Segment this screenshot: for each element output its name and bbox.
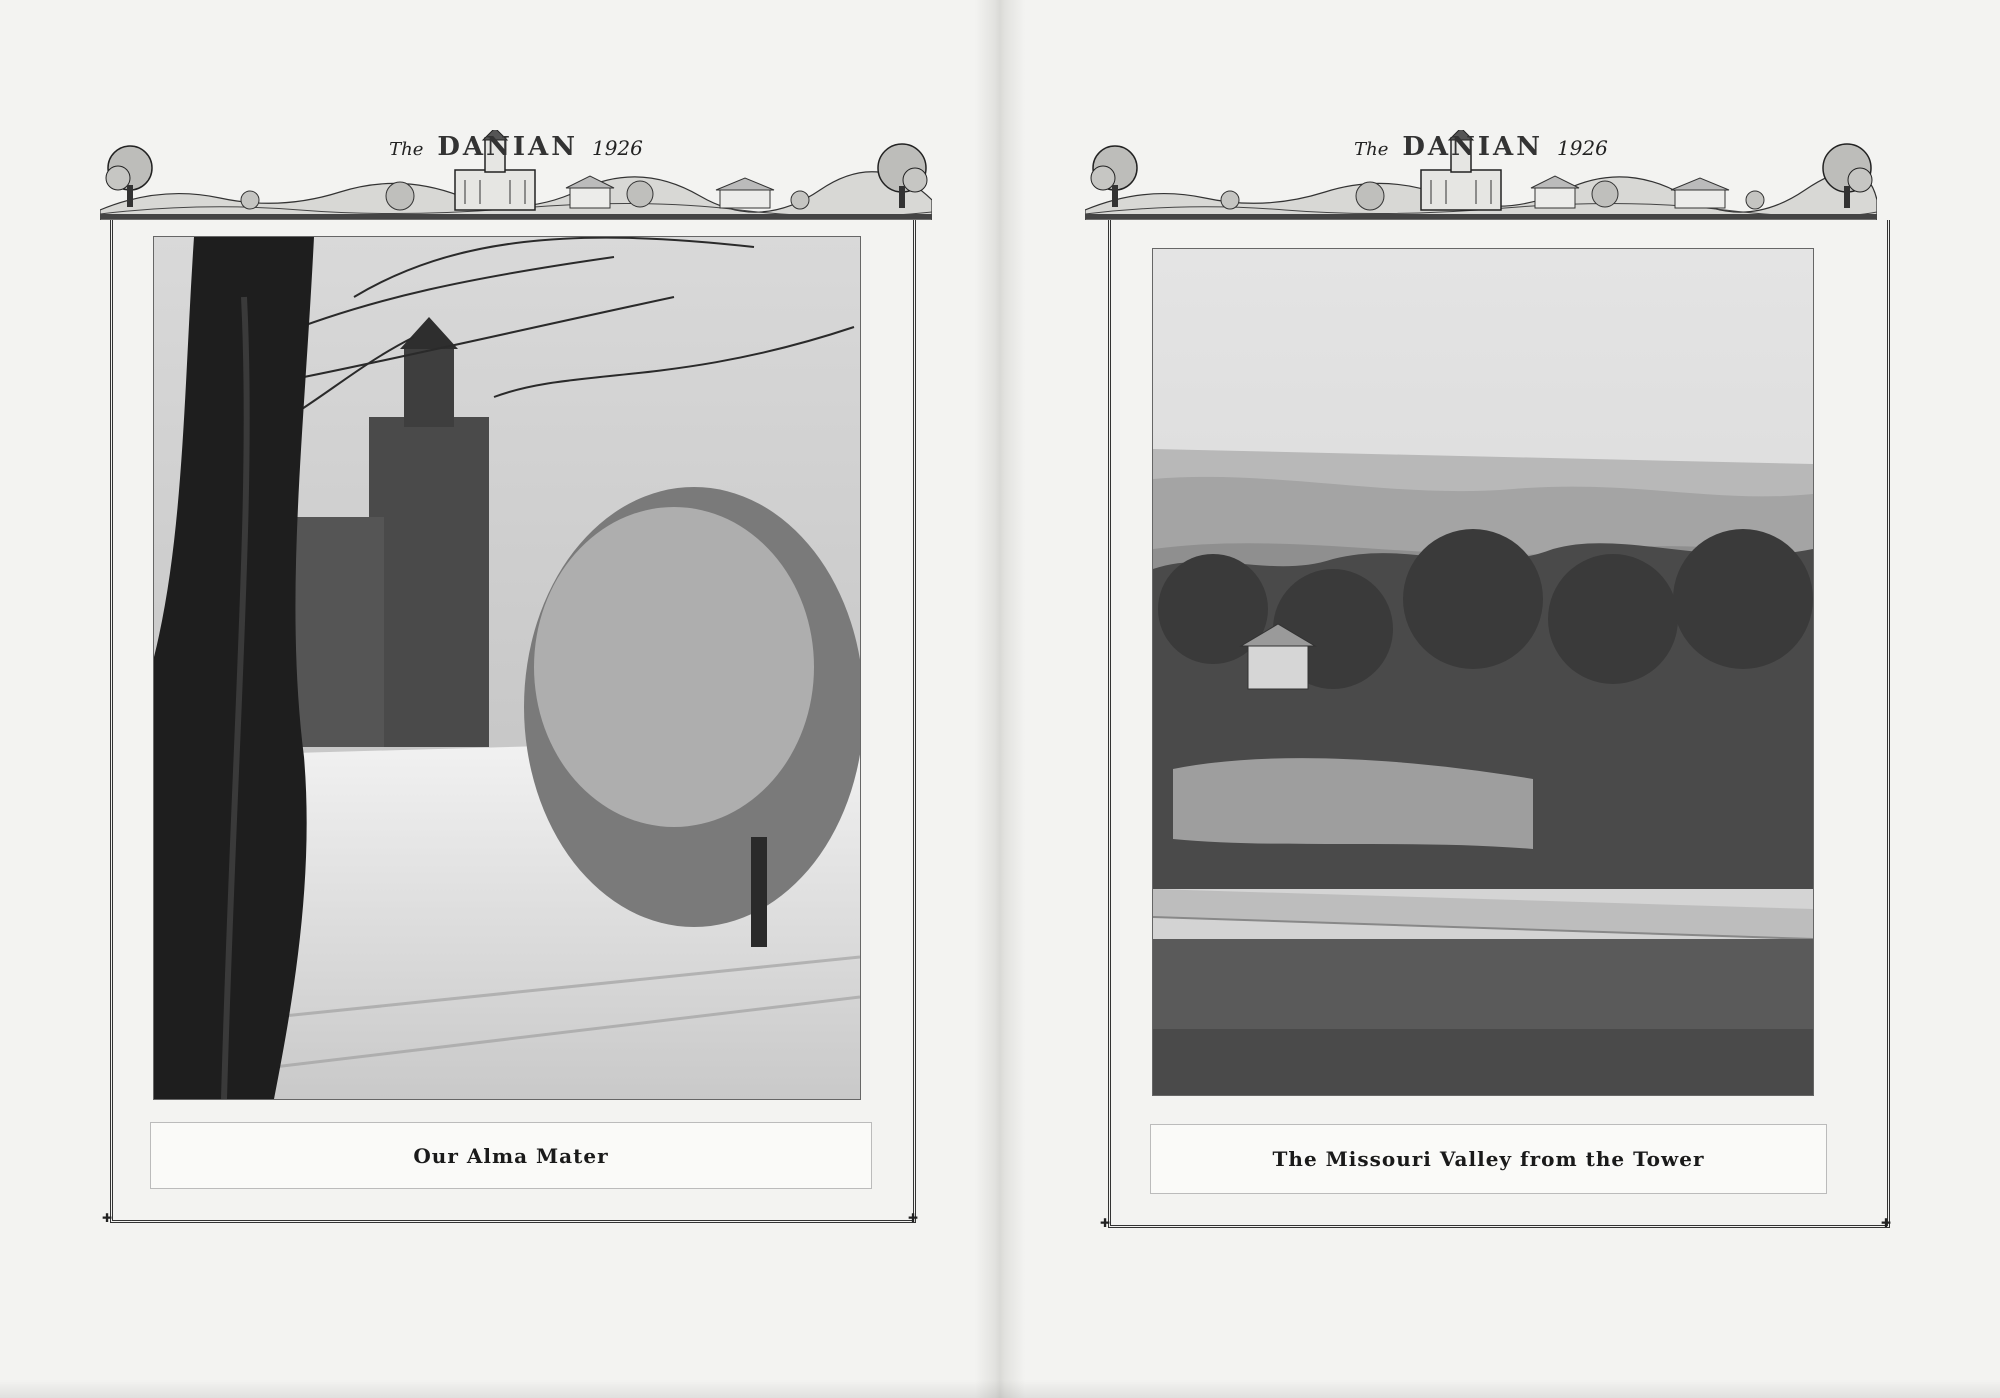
right-page-header bbox=[1085, 130, 1877, 230]
right-page bbox=[1025, 0, 2000, 1398]
corner-ornament: ✚ bbox=[102, 1211, 113, 1225]
left-page bbox=[0, 0, 975, 1398]
header-name: DANIAN bbox=[1402, 132, 1543, 162]
left-page-header bbox=[100, 130, 932, 230]
corner-ornament: ✚ bbox=[908, 1211, 919, 1225]
photo-alma-mater bbox=[153, 236, 861, 1100]
left-header-title bbox=[100, 132, 932, 162]
photo-missouri-valley bbox=[1152, 248, 1814, 1096]
caption-box-right bbox=[1150, 1124, 1827, 1194]
header-year: 1926 bbox=[591, 136, 643, 160]
photo-caption: The Missouri Valley from the Tower bbox=[1272, 1147, 1705, 1171]
corner-ornament: ✚ bbox=[1881, 1216, 1892, 1230]
scan-bottom-shadow bbox=[0, 1380, 2000, 1398]
photo-missouri-valley-image bbox=[1153, 249, 1813, 1095]
header-the: The bbox=[1354, 139, 1389, 160]
photo-alma-mater-image bbox=[154, 237, 860, 1099]
right-header-title bbox=[1085, 132, 1877, 162]
corner-ornament: ✚ bbox=[1100, 1216, 1111, 1230]
book-gutter bbox=[975, 0, 1025, 1398]
caption-box-left bbox=[150, 1122, 872, 1189]
header-year: 1926 bbox=[1556, 136, 1608, 160]
header-name: DANIAN bbox=[437, 132, 578, 162]
header-the: The bbox=[389, 139, 424, 160]
photo-caption: Our Alma Mater bbox=[413, 1143, 609, 1168]
